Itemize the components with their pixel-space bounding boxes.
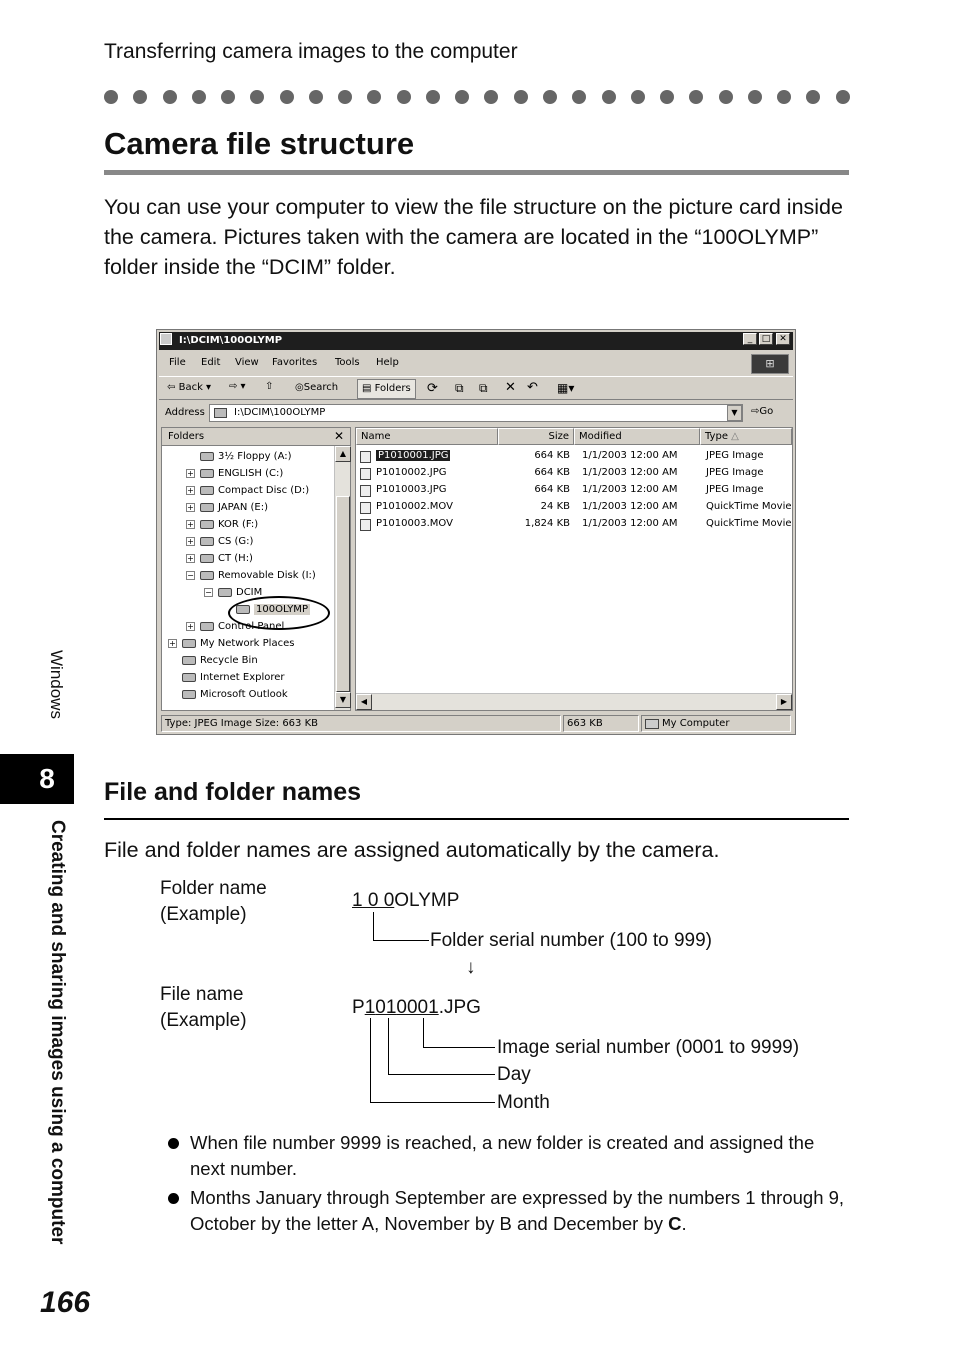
tree-item-label: 100OLYMP: [256, 604, 308, 615]
go-button[interactable]: [751, 404, 789, 422]
tree-node-icon: [200, 571, 214, 580]
divider-dot: [631, 90, 645, 104]
divider-dot: [192, 90, 206, 104]
expand-icon[interactable]: +: [187, 486, 194, 495]
file-prefix: P: [352, 997, 365, 1018]
intro-paragraph: You can use your computer to view the file structure on the picture card inside the camera. Pictures taken with the camera are located in the “100OLYMP” folder inside the “DCIM” folder.: [104, 195, 843, 279]
file-row[interactable]: [356, 483, 792, 499]
menu-edit[interactable]: Edit: [201, 357, 221, 368]
serial-leader-vertical: [423, 1018, 424, 1047]
folder-leader-vertical: [373, 912, 374, 940]
file-month-part: 1: [364, 997, 376, 1018]
collapse-icon[interactable]: −: [187, 571, 194, 580]
folder-name-label: Folder name: [160, 878, 267, 899]
folder-tree: [162, 446, 334, 710]
my-computer-icon: [645, 719, 659, 729]
section-title: Camera file structure: [104, 126, 415, 161]
folder-suffix: OLYMP: [394, 890, 460, 911]
file-modified: 1/1/2003 12:00 AM: [582, 501, 678, 512]
tree-item[interactable]: [162, 466, 334, 482]
address-input[interactable]: [209, 404, 743, 422]
copy-to-icon[interactable]: ⧉: [479, 381, 488, 395]
divider-dot: [397, 90, 411, 104]
divider-dot: [484, 90, 498, 104]
folders-header: [162, 428, 350, 446]
tree-item[interactable]: [162, 500, 334, 516]
month-leader-horizontal: [370, 1102, 495, 1103]
expand-icon[interactable]: +: [187, 469, 194, 478]
tree-node-icon: [200, 520, 214, 529]
go-arrow-icon: ⇨: [751, 406, 760, 417]
file-size: 664 KB: [534, 450, 570, 461]
month-desc: Month: [497, 1092, 550, 1113]
folder-serial-desc: Folder serial number (100 to 999): [430, 930, 712, 951]
tree-item[interactable]: [162, 551, 334, 567]
file-modified: 1/1/2003 12:00 AM: [582, 484, 678, 495]
menu-tools[interactable]: Tools: [335, 357, 360, 368]
file-row[interactable]: [356, 449, 792, 465]
tree-item-label: DCIM: [236, 587, 263, 598]
file-name: P1010003.JPG: [376, 484, 447, 495]
file-icon: [360, 451, 371, 463]
tree-item-label: ENGLISH (C:): [218, 468, 284, 479]
expand-icon[interactable]: +: [187, 554, 194, 563]
divider-dot: [104, 90, 118, 104]
tree-item-label: 3½ Floppy (A:): [218, 451, 292, 462]
tree-item-label: Compact Disc (D:): [218, 485, 310, 496]
folder-example-label: (Example): [160, 904, 247, 925]
drive-icon: [214, 408, 227, 418]
close-pane-icon[interactable]: ✕: [333, 429, 344, 443]
bullet-text: [190, 1185, 850, 1237]
tree-node-icon: [200, 622, 214, 631]
menu-view[interactable]: View: [235, 357, 259, 368]
maximize-icon[interactable]: □: [759, 333, 773, 345]
file-size: 1,824 KB: [524, 518, 570, 529]
file-row[interactable]: [356, 500, 792, 516]
folder-scrollbar[interactable]: [334, 446, 350, 710]
file-size: 664 KB: [534, 484, 570, 495]
status-zone-label: My Computer: [662, 718, 730, 729]
tree-item[interactable]: [162, 517, 334, 533]
tree-item-label: CS (G:): [218, 536, 254, 547]
file-name-example: [352, 995, 481, 1021]
file-modified: 1/1/2003 12:00 AM: [582, 467, 678, 478]
search-button[interactable]: [295, 382, 338, 393]
tree-node-icon: [182, 639, 196, 648]
file-icon: [360, 519, 371, 531]
tree-item[interactable]: [162, 687, 334, 703]
status-bar: [159, 714, 793, 733]
title-rule: [104, 170, 849, 175]
subsection-title: File and folder names: [104, 778, 362, 806]
expand-icon[interactable]: +: [187, 520, 194, 529]
menu-favorites[interactable]: Favorites: [272, 357, 318, 368]
tree-item[interactable]: [162, 534, 334, 550]
tree-node-icon: [200, 452, 214, 461]
month-leader-vertical: [370, 1018, 371, 1102]
folders-pane: [161, 427, 351, 711]
tree-item[interactable]: [162, 483, 334, 499]
file-example-label: (Example): [160, 1010, 247, 1031]
folders-icon: ▤: [362, 383, 372, 394]
divider-dot: [455, 90, 469, 104]
back-button[interactable]: ⇦ Back ▾: [167, 382, 212, 393]
folder-leader-horizontal: [373, 940, 429, 941]
page-number: 166: [40, 1286, 91, 1319]
up-folder-icon[interactable]: ⇧: [265, 381, 274, 392]
tree-item-label: Microsoft Outlook: [200, 689, 288, 700]
tree-item[interactable]: [162, 670, 334, 686]
back-arrow-icon: ⇦: [167, 382, 176, 393]
divider-dot: [338, 90, 352, 104]
chapter-tab: [0, 754, 74, 804]
status-size: 663 KB: [563, 715, 639, 732]
back-label: Back: [178, 382, 203, 393]
folders-header-label: Folders: [168, 431, 205, 442]
col-type[interactable]: [700, 428, 792, 445]
tree-node-icon: [182, 656, 196, 665]
bullet-dot: [168, 1193, 179, 1204]
undo-icon[interactable]: ↶: [527, 380, 538, 395]
file-name-label: File name: [160, 984, 244, 1005]
expand-icon[interactable]: +: [169, 639, 176, 648]
scroll-down-icon[interactable]: ▼: [335, 692, 351, 708]
files-pane: [355, 427, 793, 711]
file-serial-part: 0001: [396, 997, 439, 1018]
file-modified: 1/1/2003 12:00 AM: [582, 450, 678, 461]
col-size[interactable]: Size: [498, 428, 574, 445]
tree-item-label: Control Panel: [218, 621, 285, 632]
file-name: P1010002.JPG: [376, 467, 447, 478]
file-type: QuickTime Movie: [706, 501, 792, 512]
tree-item[interactable]: [162, 636, 334, 652]
go-label: Go: [759, 406, 774, 417]
file-name: P1010003.MOV: [376, 518, 453, 529]
close-icon[interactable]: ✕: [776, 333, 790, 345]
scroll-left-icon[interactable]: ◀: [356, 694, 372, 710]
scroll-thumb[interactable]: [336, 496, 350, 692]
collapse-icon[interactable]: −: [205, 588, 212, 597]
scroll-right-icon[interactable]: ▶: [776, 694, 792, 710]
file-type: QuickTime Movie: [706, 518, 792, 529]
day-leader-vertical: [388, 1018, 389, 1074]
divider-dot: [836, 90, 850, 104]
horizontal-scrollbar[interactable]: [356, 693, 792, 710]
file-icon: [360, 502, 371, 514]
file-type: JPEG Image: [706, 484, 764, 495]
tree-node-icon: [200, 469, 214, 478]
history-icon[interactable]: ⟳: [427, 381, 438, 396]
scroll-up-icon[interactable]: ▲: [335, 446, 351, 462]
expand-icon[interactable]: +: [187, 622, 194, 631]
explorer-icon: [160, 333, 172, 345]
tree-item-label: KOR (F:): [218, 519, 259, 530]
address-label: Address: [165, 407, 205, 418]
folder-serial-part: 1 0 0: [352, 890, 395, 911]
tree-node-icon: [182, 690, 196, 699]
minimize-icon[interactable]: _: [743, 333, 757, 345]
bullet-bold-letter: C: [668, 1213, 682, 1234]
divider-dot: [514, 90, 528, 104]
tree-node-icon: [218, 588, 232, 597]
folders-label: Folders: [374, 383, 411, 394]
folder-name-example: [352, 888, 459, 914]
tree-node-icon: [200, 486, 214, 495]
file-name: P1010002.MOV: [376, 501, 453, 512]
divider-dot: [543, 90, 557, 104]
file-modified: 1/1/2003 12:00 AM: [582, 518, 678, 529]
divider-dot: [602, 90, 616, 104]
col-type-label: Type: [705, 431, 728, 442]
divider-dot: [777, 90, 791, 104]
menu-bar: [159, 352, 793, 374]
divider-dot: [689, 90, 703, 104]
file-extension: .JPG: [438, 997, 481, 1018]
divider-dot: [660, 90, 674, 104]
tree-item-label: JAPAN (E:): [218, 502, 268, 513]
col-modified[interactable]: Modified: [574, 428, 700, 445]
day-desc: Day: [497, 1064, 531, 1085]
windows-logo-icon: ⊞: [751, 354, 789, 374]
file-icon: [360, 468, 371, 480]
tree-item[interactable]: [162, 568, 334, 584]
file-name: P1010001.JPG: [378, 450, 449, 461]
window-title: I:\DCIM\100OLYMP: [159, 332, 793, 350]
image-serial-desc: Image serial number (0001 to 9999): [497, 1037, 800, 1058]
file-icon: [360, 485, 371, 497]
address-dropdown-icon[interactable]: ▼: [727, 405, 742, 421]
tree-node-icon: [200, 554, 214, 563]
address-value: I:\DCIM\100OLYMP: [234, 407, 326, 418]
dot-divider: [104, 90, 850, 106]
side-chapter-text: Creating and sharing images using a computer: [47, 820, 68, 1245]
divider-dot: [367, 90, 381, 104]
divider-dot: [221, 90, 235, 104]
subsection-rule: [104, 818, 849, 820]
tree-item-label: CT (H:): [218, 553, 253, 564]
search-label: Search: [303, 382, 339, 393]
expand-icon[interactable]: +: [187, 537, 194, 546]
down-arrow-icon: ↓: [466, 957, 476, 978]
status-zone: [641, 715, 791, 732]
address-bar: [159, 402, 793, 424]
divider-dot: [806, 90, 820, 104]
expand-icon[interactable]: +: [187, 503, 194, 512]
divider-dot: [163, 90, 177, 104]
subsection-text: File and folder names are assigned automatically by the camera.: [104, 838, 720, 862]
serial-leader-horizontal: [423, 1047, 495, 1048]
col-name[interactable]: Name: [356, 428, 498, 445]
side-windows-text: Windows: [47, 650, 66, 719]
tree-item-label: Internet Explorer: [200, 672, 285, 683]
delete-icon[interactable]: ✕: [505, 380, 516, 395]
folders-button[interactable]: [357, 379, 416, 399]
file-type: JPEG Image: [706, 450, 764, 461]
file-row[interactable]: [356, 466, 792, 482]
toolbar: [159, 376, 793, 400]
sort-asc-icon: △: [731, 431, 739, 442]
divider-dot: [133, 90, 147, 104]
file-list: [356, 446, 792, 686]
file-type: JPEG Image: [706, 467, 764, 478]
move-to-icon[interactable]: ⧉: [455, 381, 464, 395]
divider-dot: [748, 90, 762, 104]
menu-file[interactable]: File: [169, 357, 186, 368]
search-icon: ◎: [295, 382, 304, 393]
divider-dot: [719, 90, 733, 104]
tree-item-label: Removable Disk (I:): [218, 570, 316, 581]
divider-dot: [250, 90, 264, 104]
day-leader-horizontal: [388, 1074, 495, 1075]
file-size: 24 KB: [540, 501, 570, 512]
highlight-ellipse: [228, 596, 330, 630]
menu-help[interactable]: Help: [376, 357, 399, 368]
tree-item-label: Recycle Bin: [200, 655, 258, 666]
divider-dot: [572, 90, 586, 104]
status-info: Type: JPEG Image Size: 663 KB: [161, 715, 561, 732]
tree-item-label: My Network Places: [200, 638, 295, 649]
bullet-tail: .: [681, 1213, 687, 1234]
divider-dot: [309, 90, 323, 104]
bullet-text-main: Months January through September are expressed by the numbers 1 through 9, October by the letter A, November by B and December by: [190, 1187, 845, 1234]
divider-dot: [426, 90, 440, 104]
file-row[interactable]: [356, 517, 792, 533]
bullet-text: When file number 9999 is reached, a new folder is created and assigned the next number.: [190, 1132, 815, 1179]
tree-item[interactable]: [162, 449, 334, 465]
divider-dot: [280, 90, 294, 104]
file-day-part: 01: [375, 997, 397, 1018]
chapter-number: 8: [39, 763, 55, 794]
tree-node-icon: [200, 503, 214, 512]
running-head: Transferring camera images to the computer: [104, 40, 518, 63]
file-size: 664 KB: [534, 467, 570, 478]
bullet-dot: [168, 1138, 179, 1149]
tree-item[interactable]: [162, 653, 334, 669]
side-section-label: [38, 650, 78, 735]
views-icon[interactable]: ▦▾: [557, 381, 575, 395]
forward-button[interactable]: ⇨ ▾: [229, 381, 246, 392]
tree-node-icon: [200, 537, 214, 546]
tree-node-icon: [182, 673, 196, 682]
explorer-window-screenshot: [156, 329, 796, 735]
